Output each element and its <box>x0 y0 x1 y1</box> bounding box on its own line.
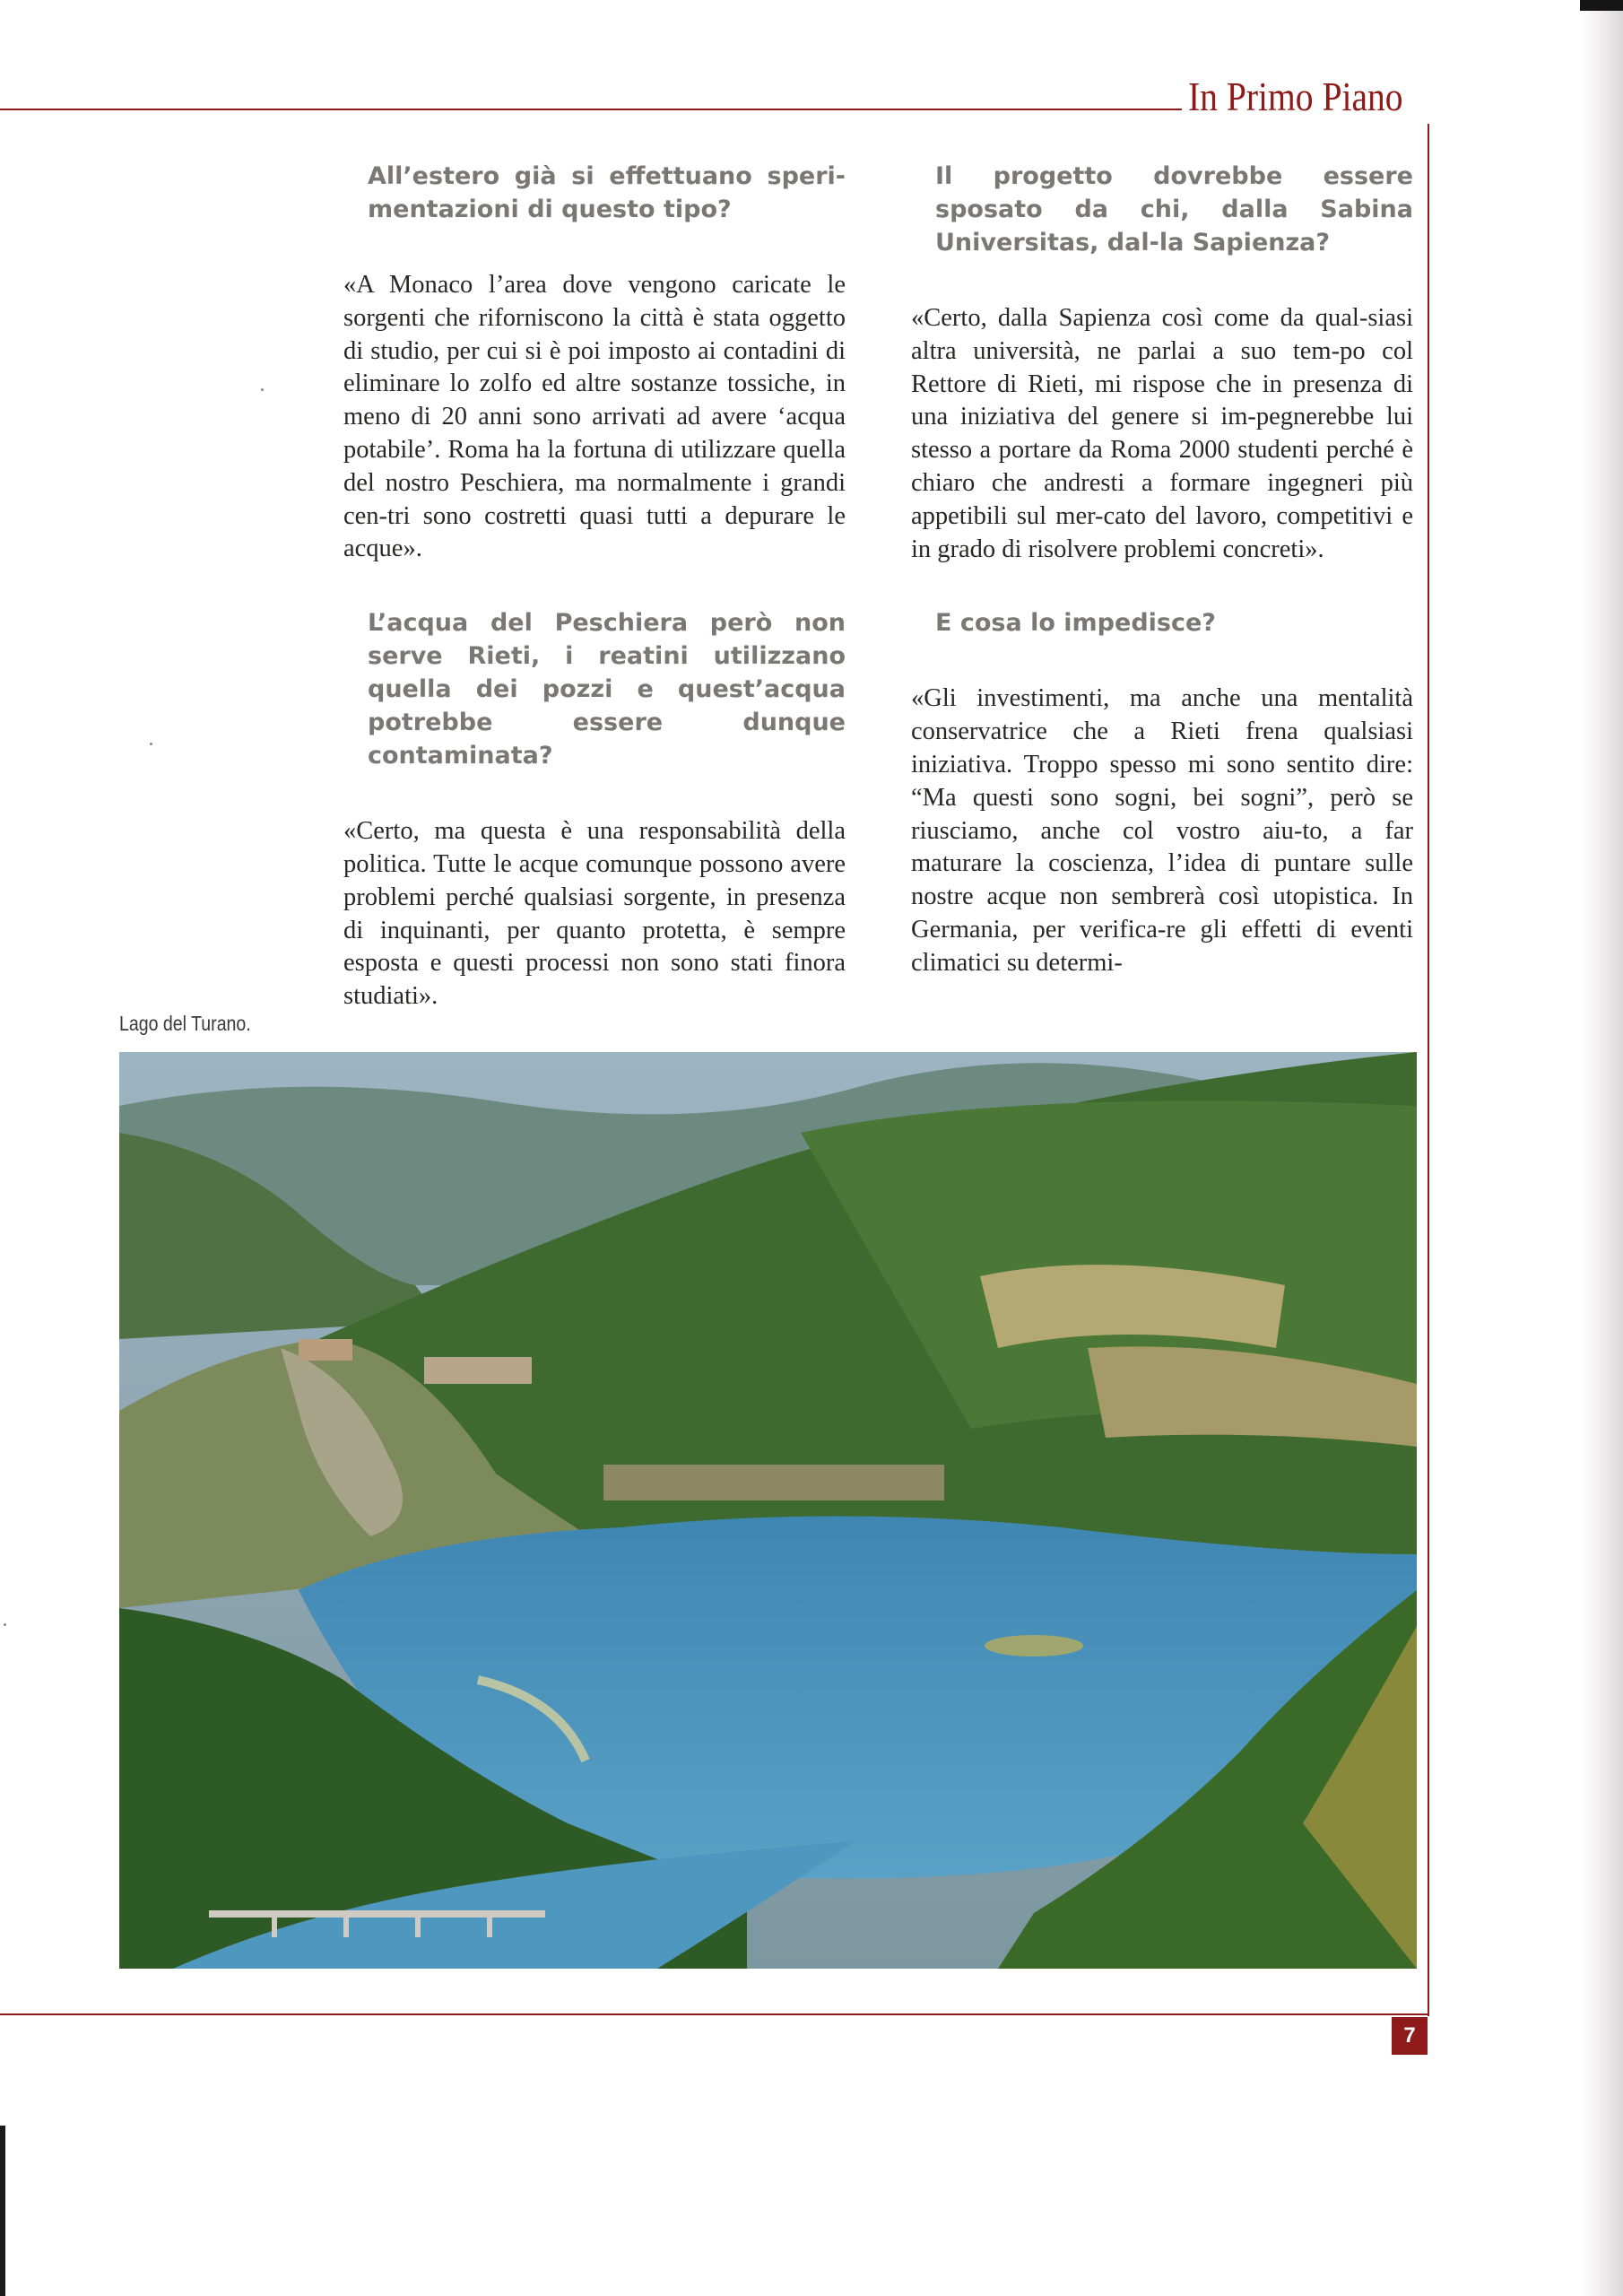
hilltop-village <box>299 1339 352 1361</box>
interview-question: L’acqua del Peschiera però non serve Rieti, i reatini utilizzano quella dei pozzi e quest’acqua potrebbe essere dunque contaminata? <box>368 609 846 770</box>
page-number: 7 <box>1392 2017 1428 2055</box>
lakeside-town <box>603 1465 944 1500</box>
scan-speck <box>4 1623 6 1626</box>
scan-speck <box>150 743 152 745</box>
interview-answer: «Certo, dalla Sapienza così come da qual-siasi altra università, ne parlai a suo tem-po col Rettore di Rieti, mi rispose che in presenza di una iniziativa del genere si im-pegnerebbe lui stesso a portare da Roma 2000 studenti perché è chiaro che andresti a formare ingegneri più appetibili sul mer-cato del lavoro, competitivi e in grado di risolvere problemi concreti». <box>911 304 1413 563</box>
right-column <box>911 160 1413 1021</box>
hill-village <box>424 1357 532 1384</box>
bridge-pillar <box>415 1918 421 1937</box>
page-edge-shadow <box>1580 0 1623 2296</box>
interview-answer: «A Monaco l’area dove vengono caricate le sorgenti che riforniscono la città è stata oggetto di studio, per cui si è poi imposto ai contadini di eliminare lo zolfo ed altre sostanze tossiche, in meno di 20 anni sono arrivati ad avere ‘acqua potabile’. Roma ha la fortuna di utilizzare quella del nostro Peschiera, ma normalmente i grandi cen-tri sono costretti quasi tutti a depurare le acque». <box>343 271 846 563</box>
interview-answer: «Gli investimenti, ma anche una mentalità conservatrice che a Rieti frena qualsiasi iniziativa. Troppo spesso mi sono sentito dire: “Ma questi sono sogni, bei sogni”, però se riusciamo, anche col vostro aiu-to, a far maturare la coscienza, l’idea di puntare sulle nostre acque non sembrerà così utopistica. In Germania, per verifica-re gli effetti di eventi climatici su determi- <box>911 684 1413 977</box>
bridge-pillar <box>487 1918 492 1937</box>
bridge-pillar <box>343 1918 349 1937</box>
left-column <box>343 160 846 1054</box>
header-rule <box>0 109 1182 110</box>
right-margin-rule <box>1428 124 1429 2016</box>
scan-edge-line <box>0 2126 5 2296</box>
interview-question: E cosa lo impedisce? <box>935 609 1216 638</box>
section-title: In Primo Piano <box>1188 74 1403 119</box>
interview-answer: «Certo, ma questa è una responsabilità della politica. Tutte le acque comunque possono avere problemi perché qualsiasi sorgente, in presenza di inquinanti, per quanto protetta, è sempre esposta e questi processi non sono stati finora studiati». <box>343 817 846 1011</box>
interview-question: All’estero già si effettuano speri- mentazioni di questo tipo? <box>368 162 846 223</box>
footer-rule <box>0 2013 1429 2015</box>
photo-caption: Lago del Turano. <box>119 1012 251 1035</box>
scan-corner-mark <box>1580 0 1623 11</box>
lake-photo <box>119 1052 1417 1969</box>
scan-speck <box>261 388 264 391</box>
lake-islet <box>985 1635 1083 1657</box>
bridge <box>209 1910 545 1918</box>
bridge-pillar <box>272 1918 277 1937</box>
interview-question: Il progetto dovrebbe essere sposato da chi, dalla Sabina Universitas, dal-la Sapienza? <box>935 162 1413 257</box>
